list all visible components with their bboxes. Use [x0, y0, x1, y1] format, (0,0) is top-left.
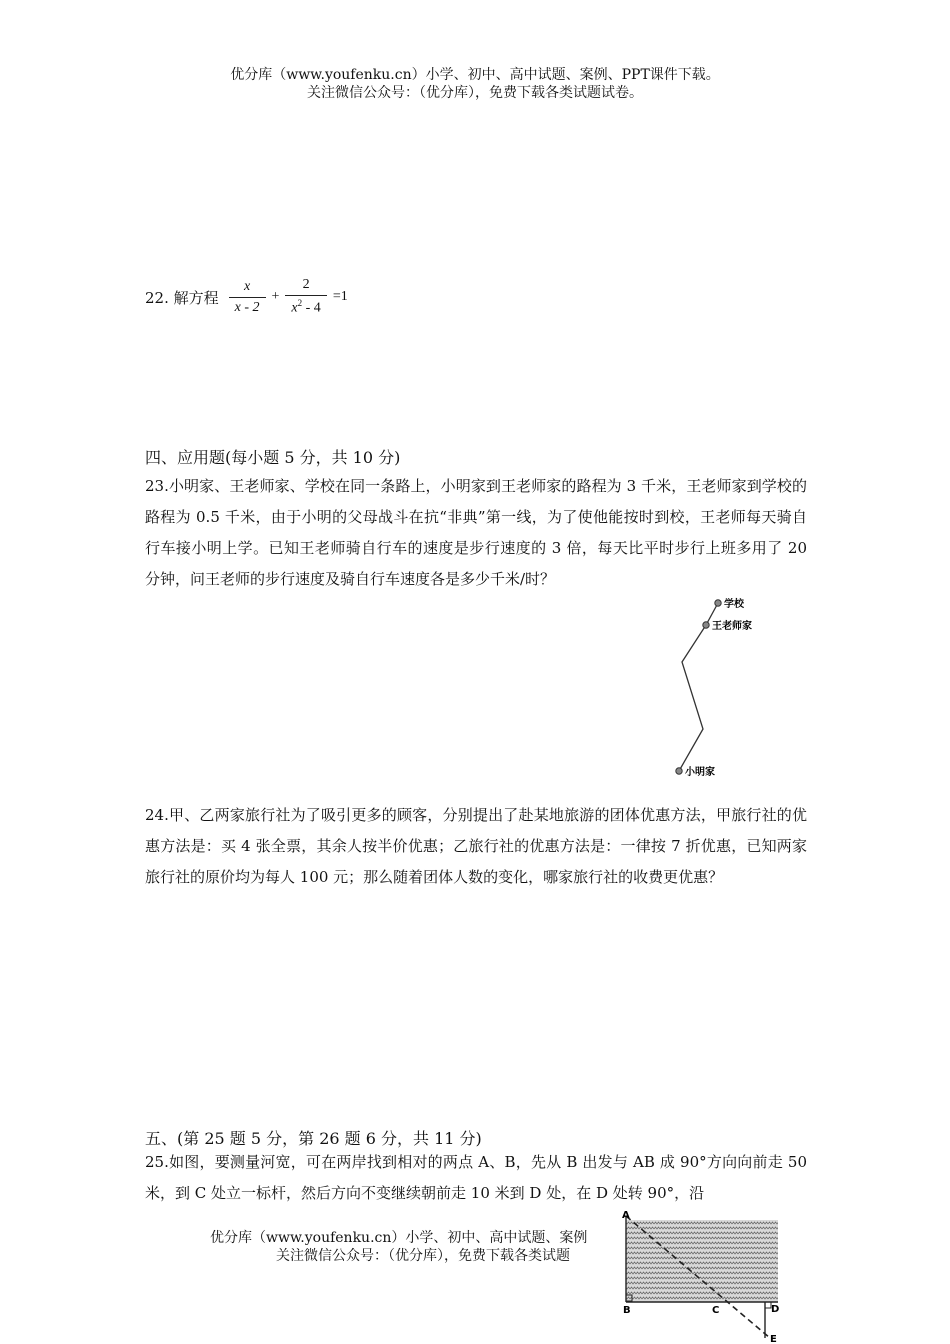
header-top-line2: 关注微信公众号：（优分库），免费下载各类试题试卷。	[307, 85, 643, 101]
xiaoming-home-label: 小明家	[685, 767, 715, 778]
xiaoming-home-point	[676, 768, 682, 774]
header-bottom-line2: 关注微信公众号：（优分库），免费下载各类试题	[276, 1248, 570, 1264]
q22-equals: =1	[332, 289, 348, 304]
teacher-home-point	[703, 622, 709, 628]
point-d-label: D	[771, 1304, 780, 1315]
question-24-text: 24.甲、乙两家旅行社为了吸引更多的顾客，分别提出了赴某地旅游的团体优惠方法，甲旅行社的优惠方法是：买 4 张全票，其余人按半价优惠；乙旅行社的优惠方法是：一律按 7 折优惠，已知两家旅行社的原价均为每人 100 元；那么随着团体人数的变化，哪家旅行社的收费更优惠？	[145, 806, 807, 886]
q22-plus: +	[271, 289, 280, 304]
river-figure	[612, 1206, 792, 1344]
q22-frac2-numerator: 2	[302, 277, 310, 293]
question-25-text: 25.如图，要测量河宽，可在两岸找到相对的两点 A、B，先从 B 出发与 AB 成 90°方向向前走 50 米，到 C 处立一标杆，然后方向不变继续朝前走 10 米到 D 处，在 D 处转 90°，沿	[145, 1153, 807, 1202]
q22-fraction-1	[229, 279, 266, 316]
river-area	[626, 1220, 778, 1302]
q22-frac2-den-base: x	[291, 300, 298, 316]
question-22	[145, 272, 350, 322]
q22-frac1-numerator: x	[243, 278, 251, 294]
q22-frac2-den-rest: - 4	[302, 300, 321, 316]
section-5-title: 五、(第 25 题 5 分，第 26 题 6 分，共 11 分)	[145, 1129, 482, 1148]
school-point	[715, 600, 721, 606]
question-23-text: 23.小明家、王老师家、学校在同一条路上，小明家到王老师家的路程为 3 千米，王老师家到学校的路程为 0.5 千米，由于小明的父母战斗在抗“非典”第一线，为了使他能按时到校，王老师每天骑自行车接小明上学。已知王老师骑自行车的速度是步行速度的 3 倍，每天比平时步行上班多用了 20 分钟，问王老师的步行速度及骑自行车速度各是多少千米/时？	[145, 477, 807, 588]
section-4-title: 四、应用题(每小题 5 分，共 10 分)	[145, 448, 401, 467]
header-top	[0, 66, 950, 102]
q22-frac2-denominator	[285, 295, 326, 317]
q22-frac2-den-exp: 2	[297, 298, 303, 309]
point-a-label: A	[622, 1210, 630, 1221]
q22-fraction-2	[285, 277, 326, 317]
point-e-label: E	[770, 1334, 777, 1344]
school-label: 学校	[724, 599, 744, 610]
teacher-home-label: 王老师家	[712, 621, 752, 632]
point-c-label: C	[712, 1305, 720, 1316]
route-map-figure	[665, 594, 785, 784]
header-bottom-line1: 优分库（www.youfenku.cn）小学、初中、高中试题、案例	[210, 1230, 588, 1246]
q22-frac1-denominator: x - 2	[229, 297, 266, 316]
q22-label: 22. 解方程	[145, 288, 219, 307]
header-bottom	[210, 1229, 587, 1265]
point-b-label: B	[623, 1305, 631, 1316]
header-top-line1: 优分库（www.youfenku.cn）小学、初中、高中试题、案例、PPT课件下载。	[230, 67, 720, 83]
